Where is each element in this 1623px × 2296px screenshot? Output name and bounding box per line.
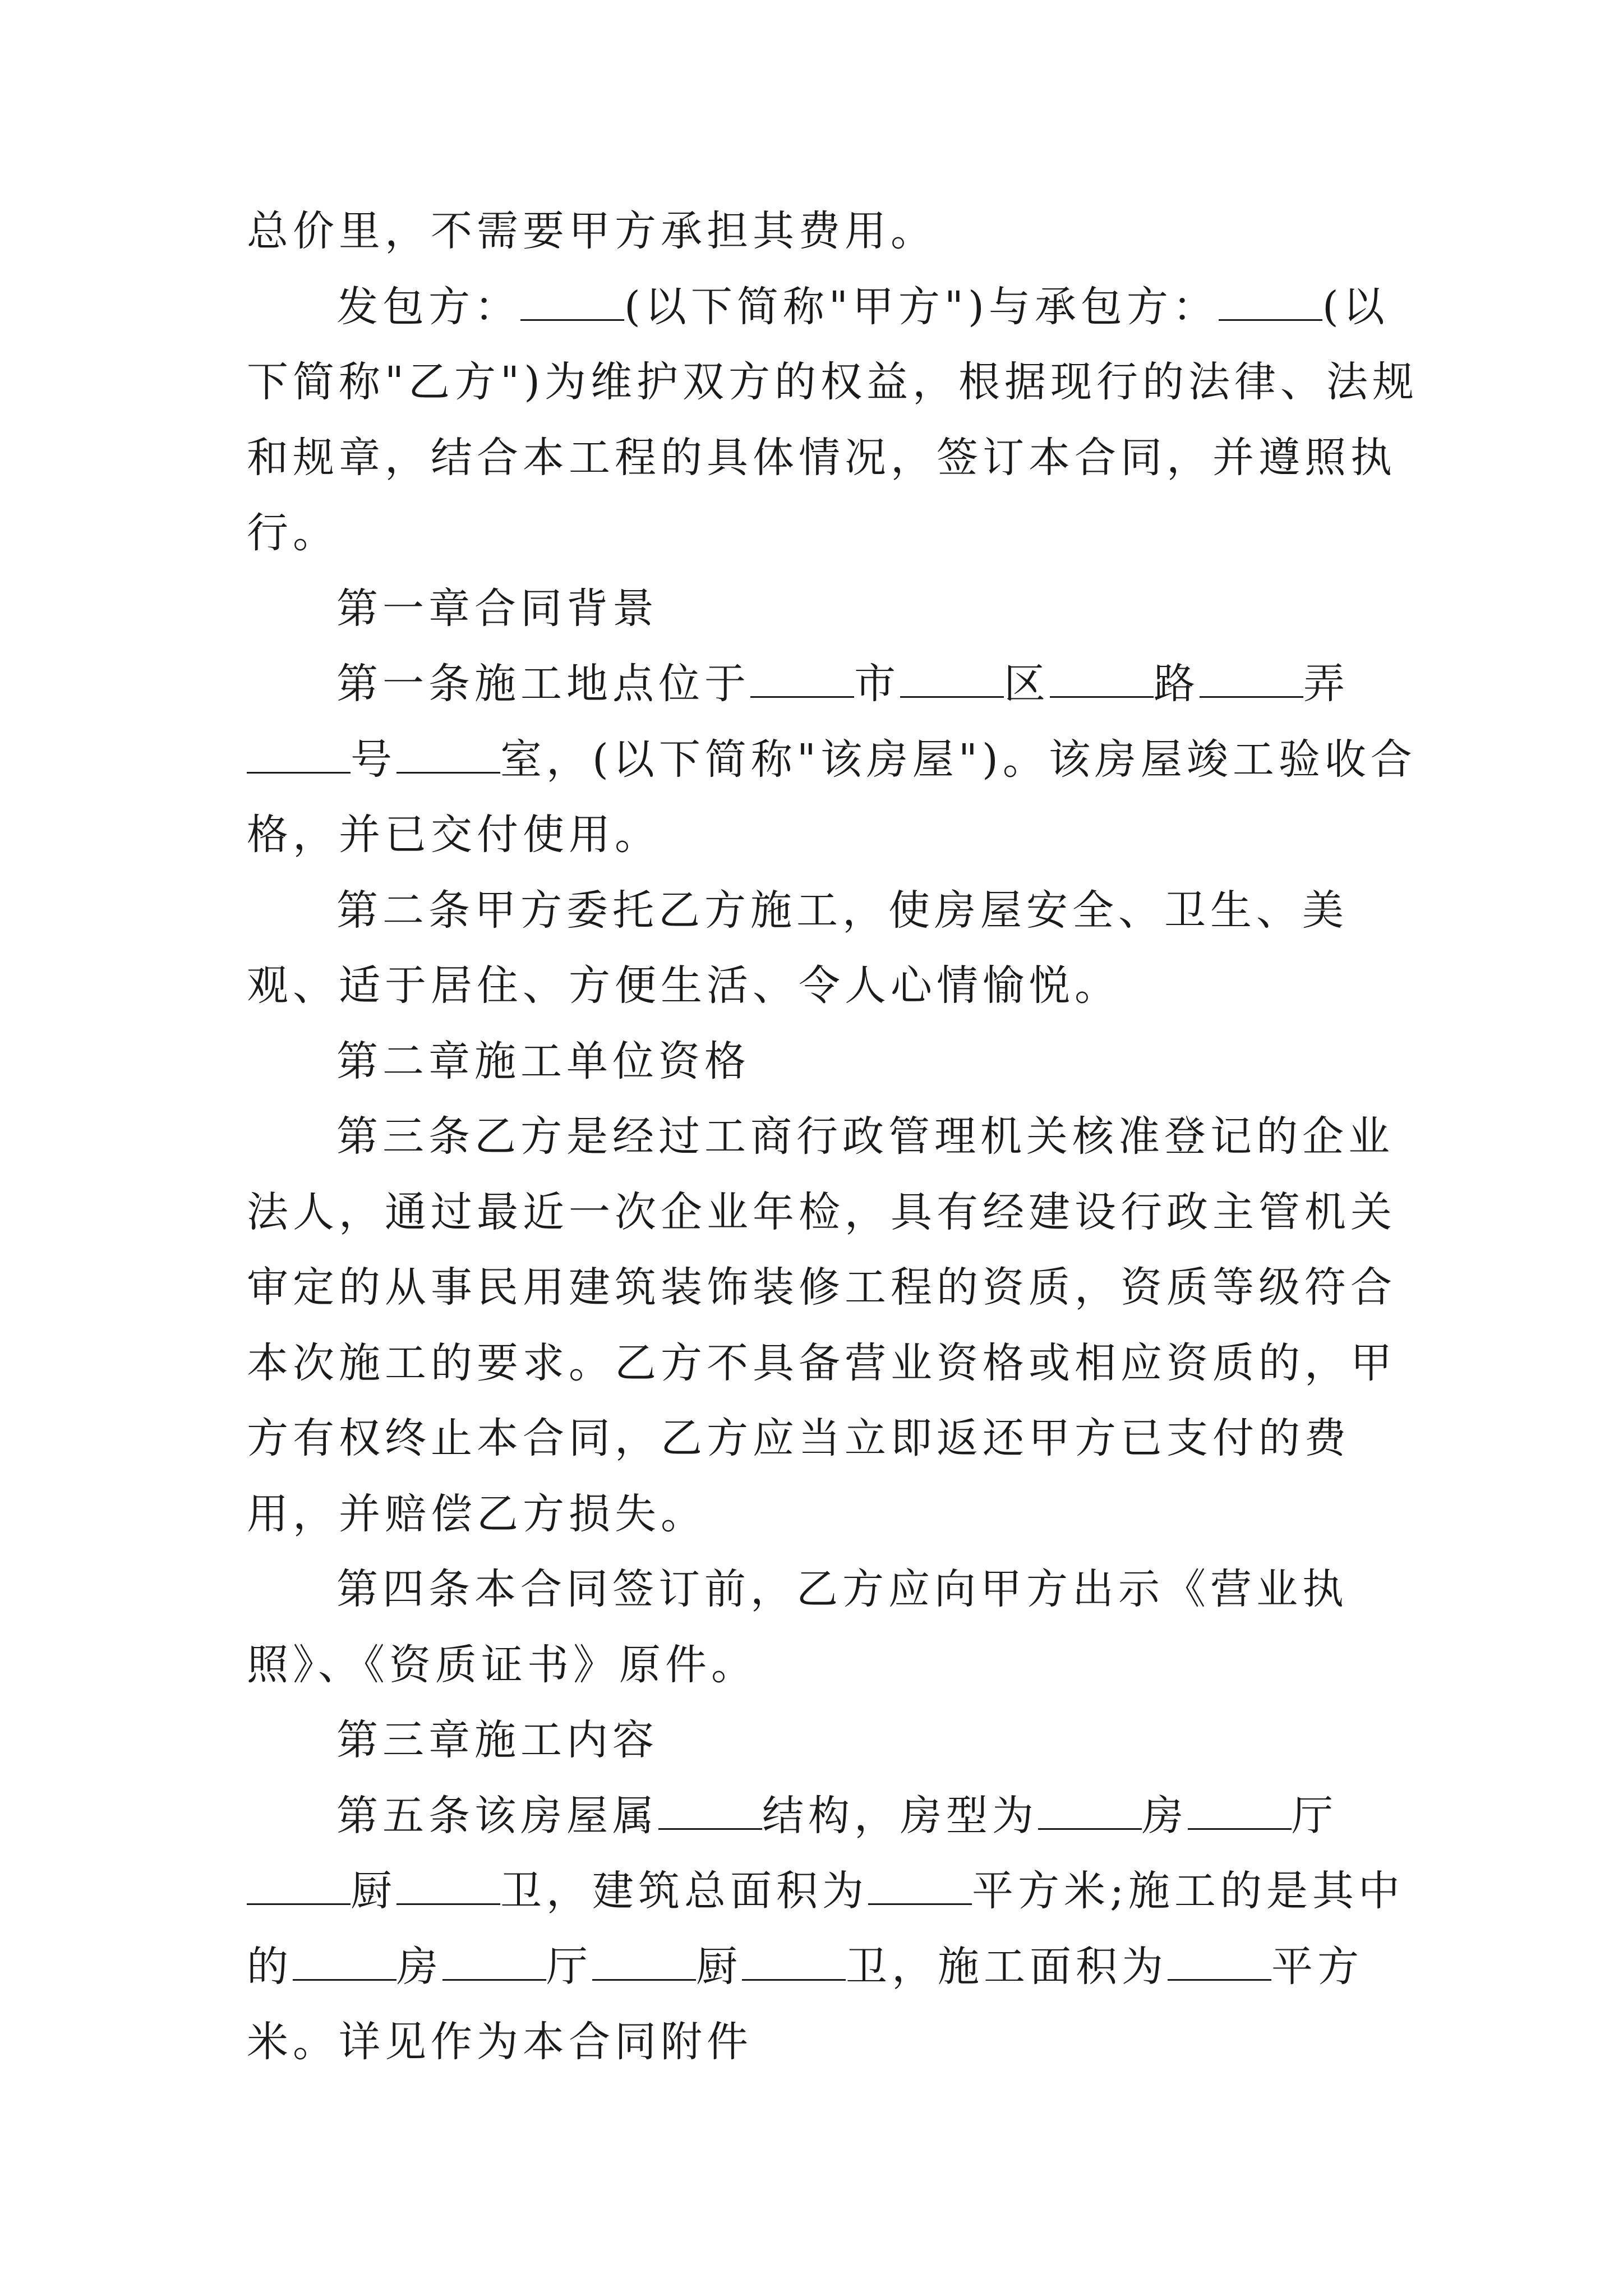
fill-in-blank — [1050, 661, 1154, 698]
fill-in-blank — [900, 661, 1004, 698]
article-1: 第一条施工地点位于 市 区 路 弄号 室，(以下简称"该房屋")。该房屋竣工验收合格，并已交付使用。 — [247, 660, 1417, 859]
fill-in-blank — [442, 1944, 546, 1981]
fill-in-blank — [658, 1793, 762, 1830]
fill-in-blank — [592, 1944, 696, 1981]
fill-in-blank — [1200, 661, 1303, 698]
chapter-1-heading: 第一章合同背景 — [336, 584, 658, 633]
fill-in-blank — [750, 661, 854, 698]
article-5: 第五条该房屋属 结构，房型为 房 厅厨 卫，建筑总面积为 平方米;施工的是其中的 房 厅 厨 卫，施工面积为 平方米。详见作为本合同附件 — [247, 1791, 1404, 2066]
chapter-3-heading: 第三章施工内容 — [336, 1716, 658, 1764]
contract-text — [247, 194, 1419, 2080]
fill-in-blank — [247, 737, 351, 774]
chapter-2-heading: 第二章施工单位资格 — [336, 1037, 750, 1085]
article-4: 第四条本合同签订前，乙方应向甲方出示《营业执照》、《资质证书》原件。 — [247, 1565, 1348, 1689]
paragraph-2: 发包方： (以下简称"甲方")与承包方： (以下简称"乙方")为维护双方的权益，根据现行的法律、法规和规章，结合本工程的具体情况，签订本合同，并遵照执行。 — [247, 282, 1418, 557]
fill-in-blank — [247, 1869, 351, 1905]
article-2: 第二条甲方委托乙方施工，使房屋安全、卫生、美观、适于居住、方便生活、令人心情愉悦。 — [247, 886, 1348, 1010]
article-3: 第三条乙方是经过工商行政管理机关核准登记的企业法人，通过最近一次企业年检，具有经建设行政主管机关审定的从事民用建筑装饰装修工程的资质，资质等级符合本次施工的要求。乙方不具备营业资格或相应资质的，甲方有权终止本合同，乙方应当立即返还甲方已支付的费用，并赔偿乙方损失。 — [247, 1112, 1396, 1538]
fill-in-blank — [293, 1944, 396, 1981]
fill-in-blank — [1219, 284, 1322, 321]
fill-in-blank — [868, 1869, 972, 1905]
fill-in-blank — [1038, 1793, 1142, 1830]
fill-in-blank — [396, 1869, 500, 1905]
paragraph-1: 总价里，不需要甲方承担其费用。 — [247, 207, 937, 255]
fill-in-blank — [520, 284, 624, 321]
fill-in-blank — [742, 1944, 846, 1981]
fill-in-blank — [1188, 1793, 1292, 1830]
fill-in-blank — [1168, 1944, 1271, 1981]
fill-in-blank — [396, 737, 500, 774]
